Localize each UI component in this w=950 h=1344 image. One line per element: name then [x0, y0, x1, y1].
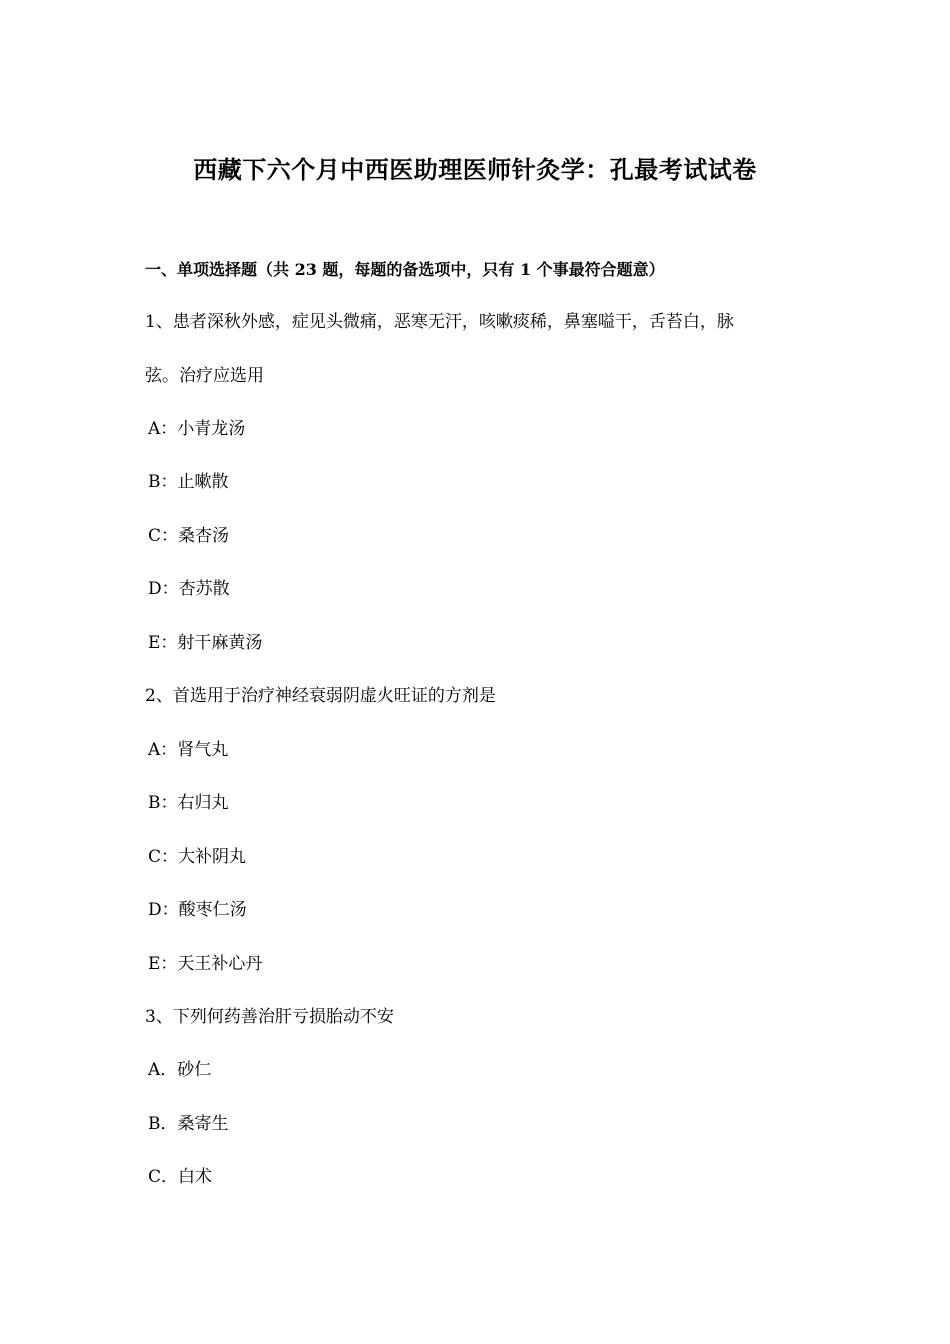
question-2-option-c: C：大补阴丸: [148, 847, 247, 867]
question-1-stem-line-2: 弦。治疗应选用: [145, 366, 264, 386]
question-3-option-c: C．白术: [148, 1167, 213, 1187]
question-3-option-b: B．桑寄生: [148, 1114, 229, 1134]
question-2-option-a: A：肾气丸: [148, 740, 229, 760]
question-1-option-e: E：射干麻黄汤: [148, 633, 263, 653]
question-2-option-b: B：右归丸: [148, 793, 229, 813]
question-2-option-e: E：天王补心丹: [148, 954, 263, 974]
question-1-option-c: C：桑杏汤: [148, 526, 230, 546]
question-1-option-d: D：杏苏散: [148, 579, 230, 599]
question-3-stem: 3、下列何药善治肝亏损胎动不安: [145, 1007, 394, 1027]
question-1-option-a: A：小青龙汤: [148, 419, 246, 439]
section-heading: 一、单项选择题（共 23 题，每题的备选项中，只有 1 个事最符合题意）: [145, 260, 665, 279]
question-1-stem-line-1: 1、患者深秋外感，症见头微痛，恶寒无汗，咳嗽痰稀，鼻塞嗌干，舌苔白，脉: [145, 312, 734, 332]
question-2-option-d: D：酸枣仁汤: [148, 900, 247, 920]
question-1-option-b: B：止嗽散: [148, 472, 229, 492]
question-3-option-a: A．砂仁: [148, 1060, 212, 1080]
question-2-stem: 2、首选用于治疗神经衰弱阴虚火旺证的方剂是: [145, 686, 496, 706]
document-title: 西藏下六个月中西医助理医师针灸学：孔最考试试卷: [193, 155, 757, 184]
